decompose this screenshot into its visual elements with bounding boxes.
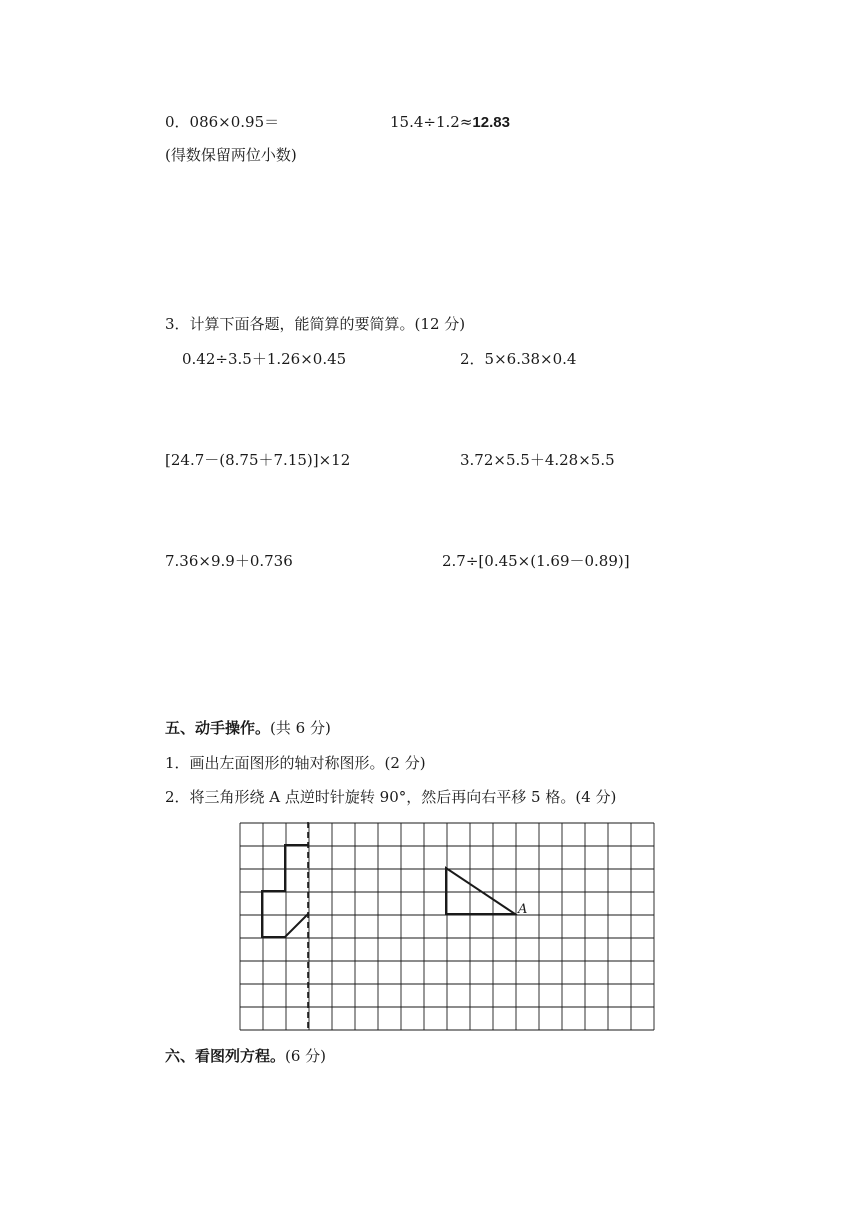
- half-shape: [262, 845, 308, 937]
- handwritten-answer: 12.83: [472, 114, 510, 131]
- triangle: [446, 868, 515, 914]
- calc-item-4: 3.72×5.5＋4.28×5.5: [460, 451, 615, 469]
- calc-item-3: [24.7－(8.75＋7.15)]×12: [165, 451, 351, 469]
- expr-0086x095: 0．086×0.95＝: [165, 113, 280, 131]
- expr-154div12-text: 15.4÷1.2≈: [390, 113, 473, 131]
- part6-heading-score: (6 分): [285, 1047, 327, 1065]
- part5-q2: 2．将三角形绕 A 点逆时针旋转 90°，然后再向右平移 5 格。(4 分): [165, 788, 617, 806]
- calc-item-2: 2．5×6.38×0.4: [460, 350, 577, 368]
- point-a-label: A: [518, 902, 528, 917]
- rounding-note: (得数保留两位小数): [165, 146, 297, 164]
- part5-heading: [165, 718, 331, 738]
- expr-154div12: [390, 112, 510, 133]
- part6-heading-main: 六、看图列方程。: [165, 1047, 286, 1065]
- grid-lines: [240, 823, 654, 1030]
- part5-q1: 1．画出左面图形的轴对称图形。(2 分): [165, 754, 426, 772]
- square-grid-figure: [239, 822, 659, 1032]
- q3-title: 3．计算下面各题，能简算的要简算。(12 分): [165, 315, 466, 333]
- part6-heading: [165, 1046, 326, 1066]
- part5-heading-main: 五、动手操作。: [165, 719, 271, 737]
- calc-item-1: 0.42÷3.5＋1.26×0.45: [182, 350, 347, 368]
- calc-item-6: 2.7÷[0.45×(1.69－0.89)]: [442, 552, 630, 570]
- part5-heading-score: (共 6 分): [270, 719, 331, 737]
- calc-item-5: 7.36×9.9＋0.736: [165, 552, 293, 570]
